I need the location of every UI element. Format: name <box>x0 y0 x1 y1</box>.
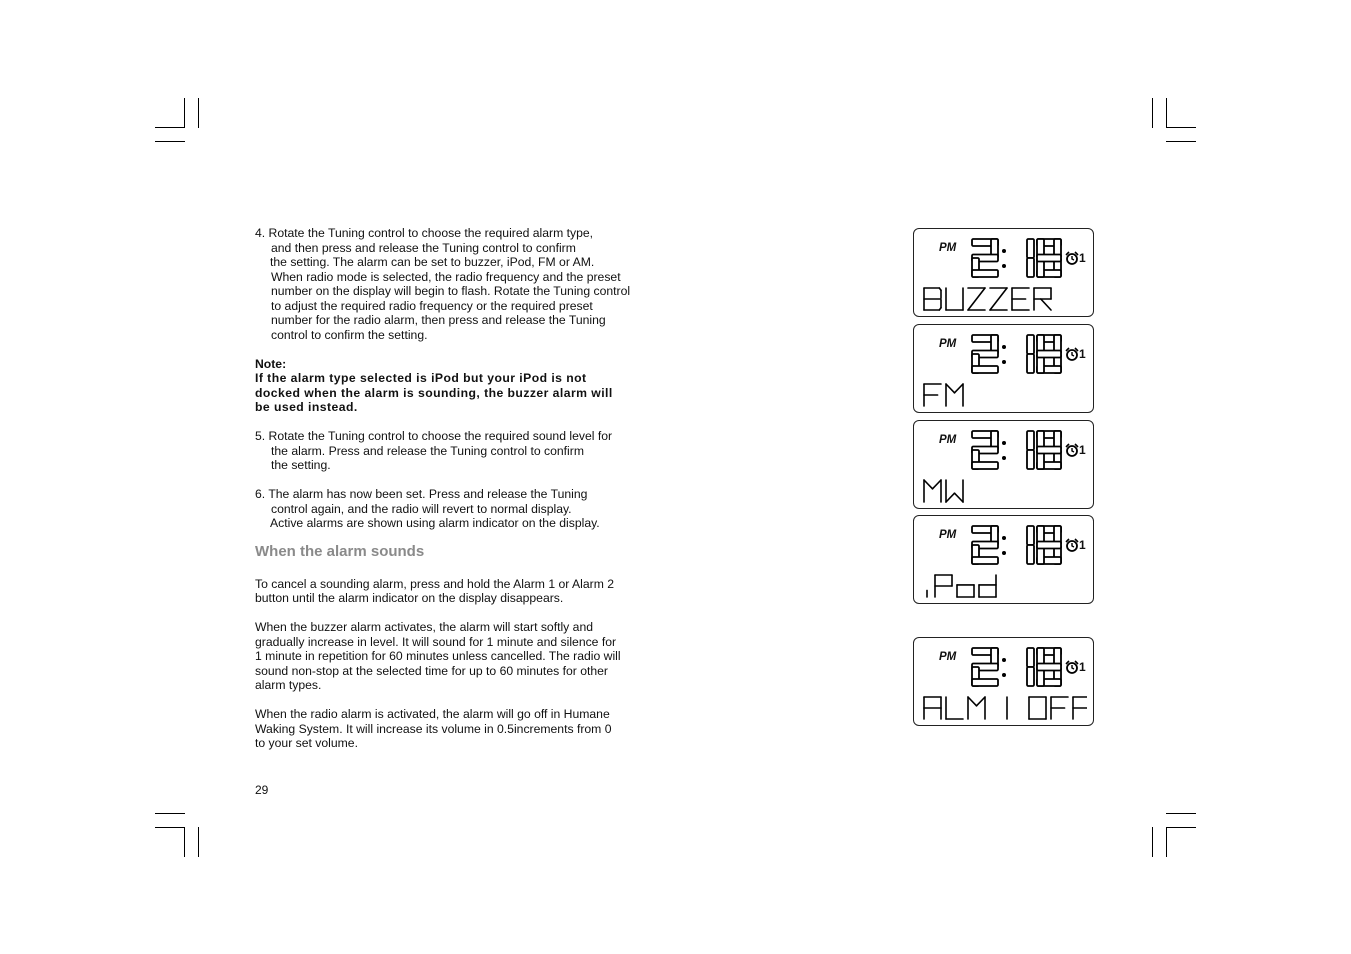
step-4-line: When radio mode is selected, the radio frequency and the preset <box>271 269 621 284</box>
note <box>255 357 675 415</box>
paragraph-line: button until the alarm indicator on the display disappears. <box>255 591 564 605</box>
segment-text <box>922 285 1087 313</box>
paragraph-line: sound non-stop at the selected time for up to 60 minutes for other <box>255 663 608 678</box>
segment-text <box>922 477 1087 505</box>
pm-indicator: PM <box>939 434 957 446</box>
clock-digits <box>964 644 1064 690</box>
step-6 <box>255 487 675 531</box>
alarm-number: 1 <box>1079 660 1086 674</box>
paragraph-line: When the buzzer alarm activates, the alarm will start softly and <box>255 620 594 634</box>
clock-digits <box>964 235 1064 281</box>
step-4-line: to adjust the required radio frequency or the required preset <box>271 298 593 313</box>
segment-text <box>922 572 1087 600</box>
step-4-line: the setting. The alarm can be set to buzzer, iPod, FM or AM. <box>270 255 595 269</box>
clock-digits <box>964 427 1064 473</box>
alarm-clock-icon <box>1065 443 1079 457</box>
paragraph-line: to your set volume. <box>255 736 358 750</box>
lcd-display-fm <box>913 324 1094 413</box>
lcd-display-buzzer <box>913 228 1094 317</box>
segment-text <box>922 381 1087 409</box>
step-4-line: and then press and release the Tuning control to confirm <box>271 240 576 255</box>
note-line: docked when the alarm is sounding, the buzzer alarm will <box>255 385 613 400</box>
manual-text <box>255 226 675 765</box>
clock-digits <box>964 331 1064 377</box>
step-5 <box>255 429 675 473</box>
paragraph-line: alarm types. <box>255 678 322 692</box>
pm-indicator: PM <box>939 651 957 663</box>
paragraph-line: gradually increase in level. It will sound for 1 minute and silence for <box>255 634 617 649</box>
alarm-number: 1 <box>1079 347 1086 361</box>
alarm-number: 1 <box>1079 251 1086 265</box>
note-line: be used instead. <box>255 400 358 414</box>
alarm-number: 1 <box>1079 538 1086 552</box>
step-6-line: Active alarms are shown using alarm indicator on the display. <box>270 516 600 530</box>
paragraph-line: When the radio alarm is activated, the alarm will go off in Humane <box>255 707 610 721</box>
step-4-line: number for the radio alarm, then press and release the Tuning <box>271 313 606 327</box>
paragraph-line: To cancel a sounding alarm, press and hold the Alarm 1 or Alarm 2 <box>255 576 615 591</box>
alarm-clock-icon <box>1065 660 1079 674</box>
cancel-paragraph <box>255 577 675 606</box>
alarm-clock-icon <box>1065 347 1079 361</box>
lcd-display-ipod <box>913 515 1094 604</box>
lcd-display-mw <box>913 420 1094 509</box>
paragraph-line: 1 minute in repetition for 60 minutes unless cancelled. The radio will <box>255 649 621 663</box>
alarm-number: 1 <box>1079 443 1086 457</box>
step-5-line: the setting. <box>271 458 331 472</box>
clock-digits <box>964 522 1064 568</box>
paragraph-line: Waking System. It will increase its volume in 0.5increments from 0 <box>255 721 612 736</box>
pm-indicator: PM <box>939 242 957 254</box>
step-4-line: number on the display will begin to flash. Rotate the Tuning control <box>271 284 631 298</box>
pm-indicator: PM <box>939 338 957 350</box>
page-number: 29 <box>255 783 269 797</box>
buzzer-paragraph <box>255 620 675 693</box>
alarm-clock-icon <box>1065 251 1079 265</box>
note-title: Note: <box>255 356 287 371</box>
section-heading: When the alarm sounds <box>255 543 425 560</box>
lcd-display-alarm-off <box>913 637 1094 726</box>
step-4-line: 4. Rotate the Tuning control to choose the required alarm type, <box>255 226 594 240</box>
step-6-line: 6. The alarm has now been set. Press and release the Tuning <box>255 487 588 501</box>
segment-text <box>922 694 1087 722</box>
radio-paragraph <box>255 707 675 751</box>
step-5-line: 5. Rotate the Tuning control to choose the required sound level for <box>255 429 613 443</box>
step-4-line: control to confirm the setting. <box>271 327 428 342</box>
step-4 <box>255 226 675 342</box>
step-5-line: the alarm. Press and release the Tuning control to confirm <box>271 443 584 458</box>
pm-indicator: PM <box>939 529 957 541</box>
alarm-clock-icon <box>1065 538 1079 552</box>
step-6-line: control again, and the radio will revert to normal display. <box>271 501 572 516</box>
note-line: If the alarm type selected is iPod but your iPod is not <box>255 371 587 385</box>
